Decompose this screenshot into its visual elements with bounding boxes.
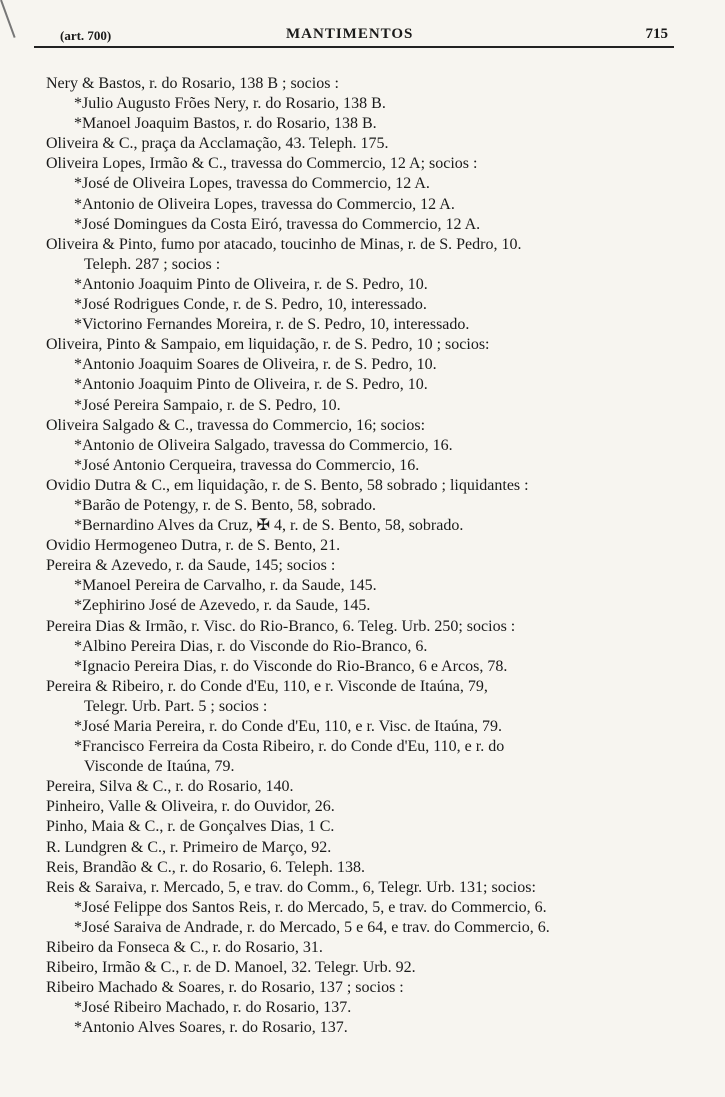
partner-entry: *Albino Pereira Dias, r. do Visconde do Rio-Branco, 6. bbox=[74, 637, 428, 655]
partner-entry: *Manoel Pereira de Carvalho, r. da Saude, 145. bbox=[74, 577, 377, 595]
partner-entry: *José de Oliveira Lopes, travessa do Commercio, 12 A. bbox=[74, 175, 430, 193]
firm-entry: Oliveira Lopes, Irmão & C., travessa do Commercio, 12 A; socios : bbox=[46, 155, 478, 173]
firm-entry: Pereira & Ribeiro, r. do Conde d'Eu, 110, e r. Visconde de Itaúna, 79, bbox=[46, 677, 488, 695]
partner-entry: *José Ribeiro Machado, r. do Rosario, 137. bbox=[74, 999, 352, 1017]
partner-entry: *Antonio Alves Soares, r. do Rosario, 137. bbox=[74, 1019, 348, 1037]
firm-entry: Reis, Brandão & C., r. do Rosario, 6. Teleph. 138. bbox=[46, 858, 365, 876]
partner-entry: *Julio Augusto Frões Nery, r. do Rosario, 138 B. bbox=[74, 95, 386, 113]
page-number: 715 bbox=[645, 26, 668, 42]
corner-ink-mark bbox=[0, 0, 16, 38]
partner-entry: *Barão de Potengy, r. de S. Bento, 58, sobrado. bbox=[74, 496, 377, 514]
entry-continuation: Telegr. Urb. Part. 5 ; socios : bbox=[84, 697, 268, 715]
entry-continuation: Visconde de Itaúna, 79. bbox=[84, 758, 235, 776]
partner-entry: *Antonio Joaquim Pinto de Oliveira, r. de S. Pedro, 10. bbox=[74, 376, 428, 394]
entry-continuation: Teleph. 287 ; socios : bbox=[84, 255, 221, 273]
partner-entry: *José Antonio Cerqueira, travessa do Commercio, 16. bbox=[74, 456, 420, 474]
page-header bbox=[34, 24, 674, 48]
partner-entry: *José Felippe dos Santos Reis, r. do Mercado, 5, e trav. do Commercio, 6. bbox=[74, 898, 547, 916]
firm-entry: Oliveira Salgado & C., travessa do Commercio, 16; socios: bbox=[46, 416, 426, 434]
partner-entry: *Zephirino José de Azevedo, r. da Saude, 145. bbox=[74, 597, 371, 615]
firm-entry: Oliveira & Pinto, fumo por atacado, toucinho de Minas, r. de S. Pedro, 10. bbox=[46, 235, 522, 253]
firm-entry: Ovidio Dutra & C., em liquidação, r. de S. Bento, 58 sobrado ; liquidantes : bbox=[46, 476, 529, 494]
firm-entry: Pinho, Maia & C., r. de Gonçalves Dias, 1 C. bbox=[46, 818, 335, 836]
partner-entry: *Ignacio Pereira Dias, r. do Visconde do Rio-Branco, 6 e Arcos, 78. bbox=[74, 657, 508, 675]
firm-entry: Pereira & Azevedo, r. da Saude, 145; socios : bbox=[46, 557, 336, 575]
firm-entry: Pereira Dias & Irmão, r. Visc. do Rio-Branco, 6. Teleg. Urb. 250; socios : bbox=[46, 617, 516, 635]
firm-entry: Ribeiro Machado & Soares, r. do Rosario, 137 ; socios : bbox=[46, 979, 404, 997]
firm-entry: Oliveira & C., praça da Acclamação, 43. Teleph. 175. bbox=[46, 135, 389, 153]
firm-entry: Ribeiro, Irmão & C., r. de D. Manoel, 32. Telegr. Urb. 92. bbox=[46, 959, 416, 977]
partner-entry: *Antonio Joaquim Pinto de Oliveira, r. de S. Pedro, 10. bbox=[74, 275, 428, 293]
page-title: MANTIMENTOS bbox=[286, 26, 414, 42]
partner-entry: *Manoel Joaquim Bastos, r. do Rosario, 138 B. bbox=[74, 115, 377, 133]
firm-entry: Ribeiro da Fonseca & C., r. do Rosario, 31. bbox=[46, 939, 323, 957]
partner-entry: *Antonio Joaquim Soares de Oliveira, r. de S. Pedro, 10. bbox=[74, 356, 437, 374]
partner-entry: *Antonio de Oliveira Lopes, travessa do Commercio, 12 A. bbox=[74, 195, 455, 213]
partner-entry: *Victorino Fernandes Moreira, r. de S. Pedro, 10, interessado. bbox=[74, 316, 470, 334]
partner-entry: *José Domingues da Costa Eiró, travessa do Commercio, 12 A. bbox=[74, 215, 481, 233]
firm-entry: Pinheiro, Valle & Oliveira, r. do Ouvidor, 26. bbox=[46, 798, 335, 816]
partner-entry: *José Pereira Sampaio, r. de S. Pedro, 10. bbox=[74, 396, 341, 414]
partner-entry: *José Maria Pereira, r. do Conde d'Eu, 110, e r. Visc. de Itaúna, 79. bbox=[74, 718, 503, 735]
firm-entry: Nery & Bastos, r. do Rosario, 138 B ; socios : bbox=[46, 75, 339, 92]
section-reference: (art. 700) bbox=[60, 28, 112, 43]
firm-entry: R. Lundgren & C., r. Primeiro de Março, 92. bbox=[46, 838, 332, 856]
partner-entry: *José Saraiva de Andrade, r. do Mercado, 5 e 64, e trav. do Commercio, 6. bbox=[74, 918, 550, 936]
partner-entry: *Antonio de Oliveira Salgado, travessa do Commercio, 16. bbox=[74, 436, 453, 454]
firm-entry: Ovidio Hermogeneo Dutra, r. de S. Bento, 21. bbox=[46, 537, 341, 555]
partner-entry: *Francisco Ferreira da Costa Ribeiro, r. do Conde d'Eu, 110, e r. do bbox=[74, 738, 505, 756]
firm-entry: Reis & Saraiva, r. Mercado, 5, e trav. do Comm., 6, Telegr. Urb. 131; socios: bbox=[46, 878, 536, 896]
partner-entry: *José Rodrigues Conde, r. de S. Pedro, 10, interessado. bbox=[74, 296, 427, 314]
firm-entry: Oliveira, Pinto & Sampaio, em liquidação, r. de S. Pedro, 10 ; socios: bbox=[46, 336, 490, 354]
directory-entries bbox=[46, 74, 686, 1039]
firm-entry: Pereira, Silva & C., r. do Rosario, 140. bbox=[46, 778, 294, 796]
partner-entry: *Bernardino Alves da Cruz, ✠ 4, r. de S. Bento, 58, sobrado. bbox=[74, 517, 464, 535]
